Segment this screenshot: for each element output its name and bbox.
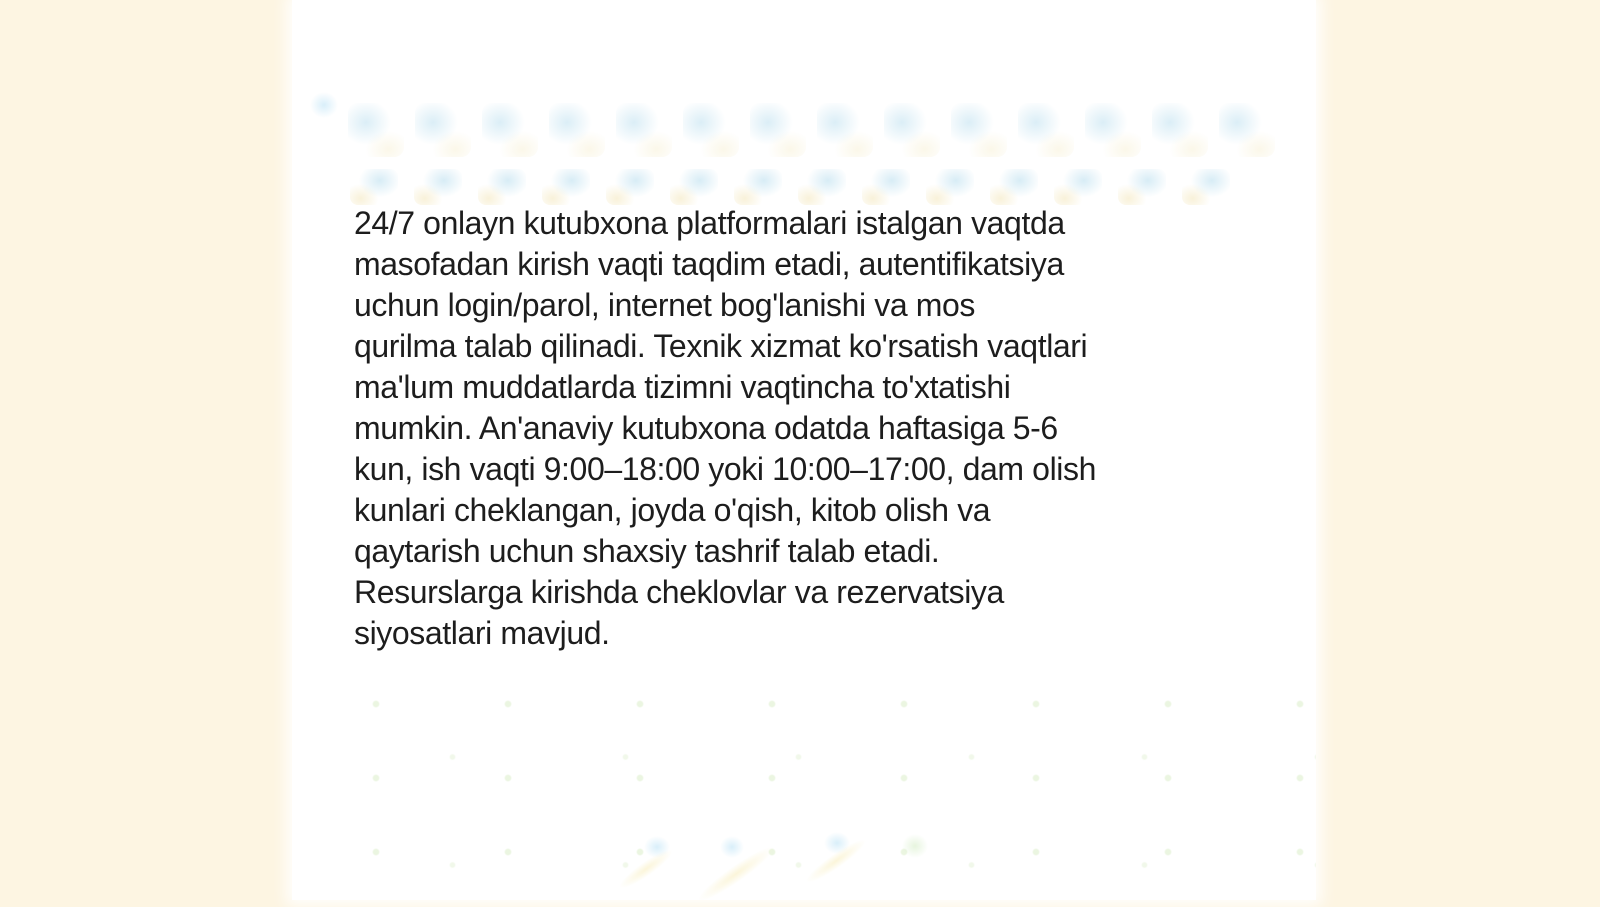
article-line: kunlari cheklangan, joyda o'qish, kitob olish va (354, 492, 991, 528)
article-line: masofadan kirish vaqti taqdim etadi, autentifikatsiya (354, 246, 1064, 282)
article-line: ma'lum muddatlarda tizimni vaqtincha to'xtatishi (354, 369, 1011, 405)
glyph-placeholder-box (542, 169, 590, 205)
glyph-placeholder-box (478, 169, 526, 205)
glyph-placeholder-box (683, 103, 739, 157)
glyph-placeholder-box (670, 169, 718, 205)
glyph-placeholder-box (990, 169, 1038, 205)
glyph-placeholder-box (414, 169, 462, 205)
glyph-placeholder-box (415, 103, 471, 157)
watermark-smudge (694, 841, 779, 907)
glyph-placeholder-box (350, 169, 398, 205)
glyph-placeholder-box (606, 169, 654, 205)
article-line: siyosatlari mavjud. (354, 615, 610, 651)
content-card (292, 0, 1316, 900)
article-line: kun, ish vaqti 9:00–18:00 yoki 10:00–17:00, dam olish (354, 451, 1096, 487)
glyph-placeholder-box (1118, 169, 1166, 205)
glyph-placeholder-box (798, 169, 846, 205)
glyph-placeholder-box (1054, 169, 1102, 205)
watermark-smudge (824, 832, 850, 854)
glyph-placeholder-box (482, 103, 538, 157)
watermark-smudge (802, 835, 869, 888)
watermark-smudge (310, 92, 338, 118)
glyph-placeholder-box (1085, 103, 1141, 157)
article-line: Resurslarga kirishda cheklovlar va rezervatsiya (354, 574, 1004, 610)
article-line: qaytarish uchun shaxsiy tashrif talab etadi. (354, 533, 940, 569)
glyph-placeholder-box (750, 103, 806, 157)
glyph-placeholder-box (1182, 169, 1230, 205)
glyph-placeholder-box (1018, 103, 1074, 157)
watermark-smudge (616, 845, 676, 893)
glyph-placeholder-box (348, 103, 404, 157)
glyph-placeholder-box (616, 103, 672, 157)
article-line: mumkin. An'anaviy kutubxona odatda haftasiga 5-6 (354, 410, 1058, 446)
watermark-smudge (720, 836, 744, 858)
glyph-placeholder-box (884, 103, 940, 157)
faded-title-row-1 (348, 103, 1275, 157)
watermark-smudge (902, 834, 928, 858)
faded-title-row-2 (350, 169, 1230, 205)
glyph-placeholder-box (549, 103, 605, 157)
article-line: qurilma talab qilinadi. Texnik xizmat ko'rsatish vaqtlari (354, 328, 1088, 364)
glyph-placeholder-box (734, 169, 782, 205)
glyph-placeholder-box (1152, 103, 1208, 157)
article-line: uchun login/parol, internet bog'lanishi va mos (354, 287, 975, 323)
watermark-smudge (644, 836, 670, 858)
article-text (354, 203, 1254, 654)
glyph-placeholder-box (926, 169, 974, 205)
glyph-placeholder-box (862, 169, 910, 205)
speckle-watermark (292, 655, 1316, 900)
article-line: 24/7 onlayn kutubxona platformalari istalgan vaqtda (354, 205, 1065, 241)
glyph-placeholder-box (817, 103, 873, 157)
glyph-placeholder-box (951, 103, 1007, 157)
glyph-placeholder-box (1219, 103, 1275, 157)
